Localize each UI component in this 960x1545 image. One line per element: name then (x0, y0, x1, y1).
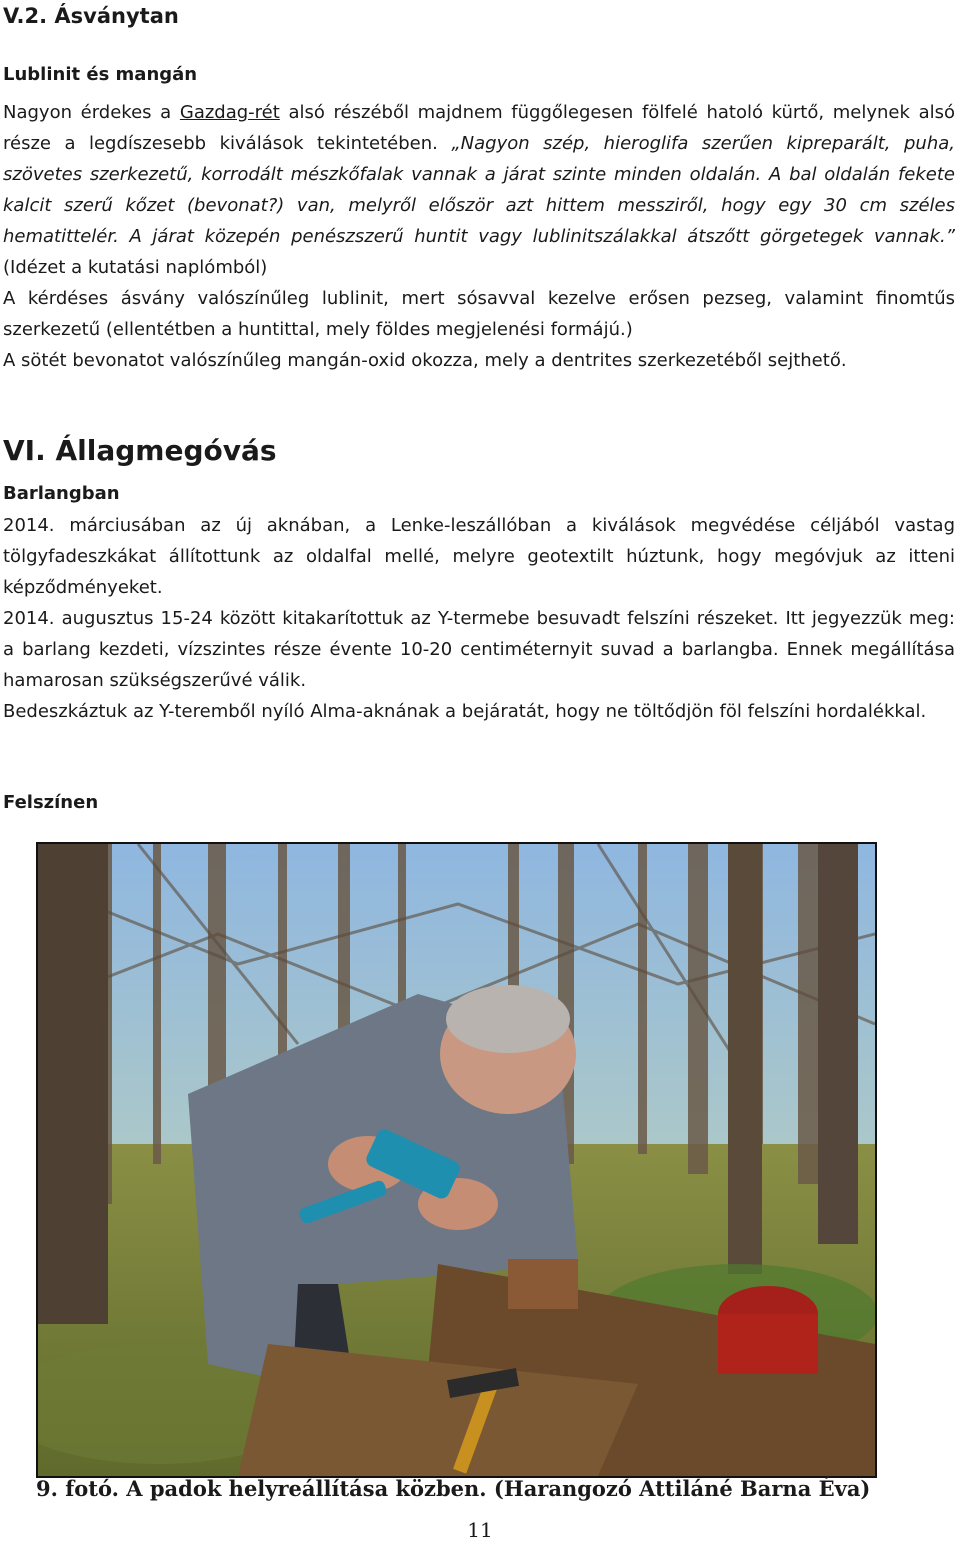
forest-work-illustration (38, 844, 875, 1476)
subsection-heading-surface: Felszínen (3, 792, 99, 813)
subsection-heading-lublinit: Lublinit és mangán (3, 64, 198, 85)
paragraph-alma-shaft: Bedeszkáztuk az Y-teremből nyíló Alma-aknának a bejáratát, hogy ne töltődjön föl felszíni hordalékkal. (3, 701, 927, 722)
photo-caption: 9. fotó. A padok helyreállítása közben. (Harangozó Attiláné Barna Éva) (36, 1476, 871, 1501)
journal-quote: „Nagyon szép, hieroglifa szerűen kipreparált, puha, szövetes szerkezetű, korrodált mészkőfalak vannak a járat szinte minden oldalán. A bal oldalán fekete kalcit szerű kőzet (bevonat?) van, melyről először azt hittem messziről, hogy egy 30 cm széles hematittelér. A járat közepén penészszerű huntit vagy lublinitszálakkal átszőtt görgetegek vannak.” (3, 133, 955, 247)
intro-text: Nagyon érdekes a (3, 102, 180, 123)
section-heading: V.2. Ásványtan (3, 4, 179, 28)
paragraph-manganese: A sötét bevonatot valószínűleg mangán-oxid okozza, mely a dentrites szerkezetéből sejthető. (3, 350, 847, 371)
paragraph-lublinit-explanation: A kérdéses ásvány valószínűleg lublinit, mert sósavval kezelve erősen pezseg, valamint finomtűs szerkezetű (ellentétben a huntittal, mely földes megjelenési formájú.) (3, 288, 955, 340)
quote-source: (Idézet a kutatási naplómból) (3, 257, 268, 278)
chapter-heading: VI. Állagmegóvás (3, 434, 277, 467)
paragraph-march-2014: 2014. márciusában az új aknában, a Lenke-leszállóban a kiválások megvédése céljából vastag tölgyfadeszkákat állítottunk az oldalfal mellé, melyre geotextilt húztunk, hogy megóvjuk az itteni képződményeket. (3, 515, 955, 598)
paragraph-august-2014: 2014. augusztus 15-24 között kitakarítottuk az Y-termebe besuvadt felszíni részeket. Itt jegyezzük meg: a barlang kezdeti, vízszintes része évente 10-20 centiméternyit suvad a barlangba. Ennek megállítása hamarosan szükségszerűvé válik. (3, 608, 955, 691)
intro-text-cont: alsó részéből majdnem függőlegesen fölfelé hatoló kürtő, melynek alsó része a legdíszesebb kiválások tekintetében. (3, 102, 955, 154)
gazdag-ret-link[interactable]: Gazdag-rét (179, 102, 280, 123)
paragraph-lublinit-intro (3, 97, 955, 283)
subsection-heading-cave: Barlangban (3, 483, 120, 504)
photo-bench-restoration (36, 842, 877, 1478)
page-number: 11 (467, 1518, 493, 1542)
